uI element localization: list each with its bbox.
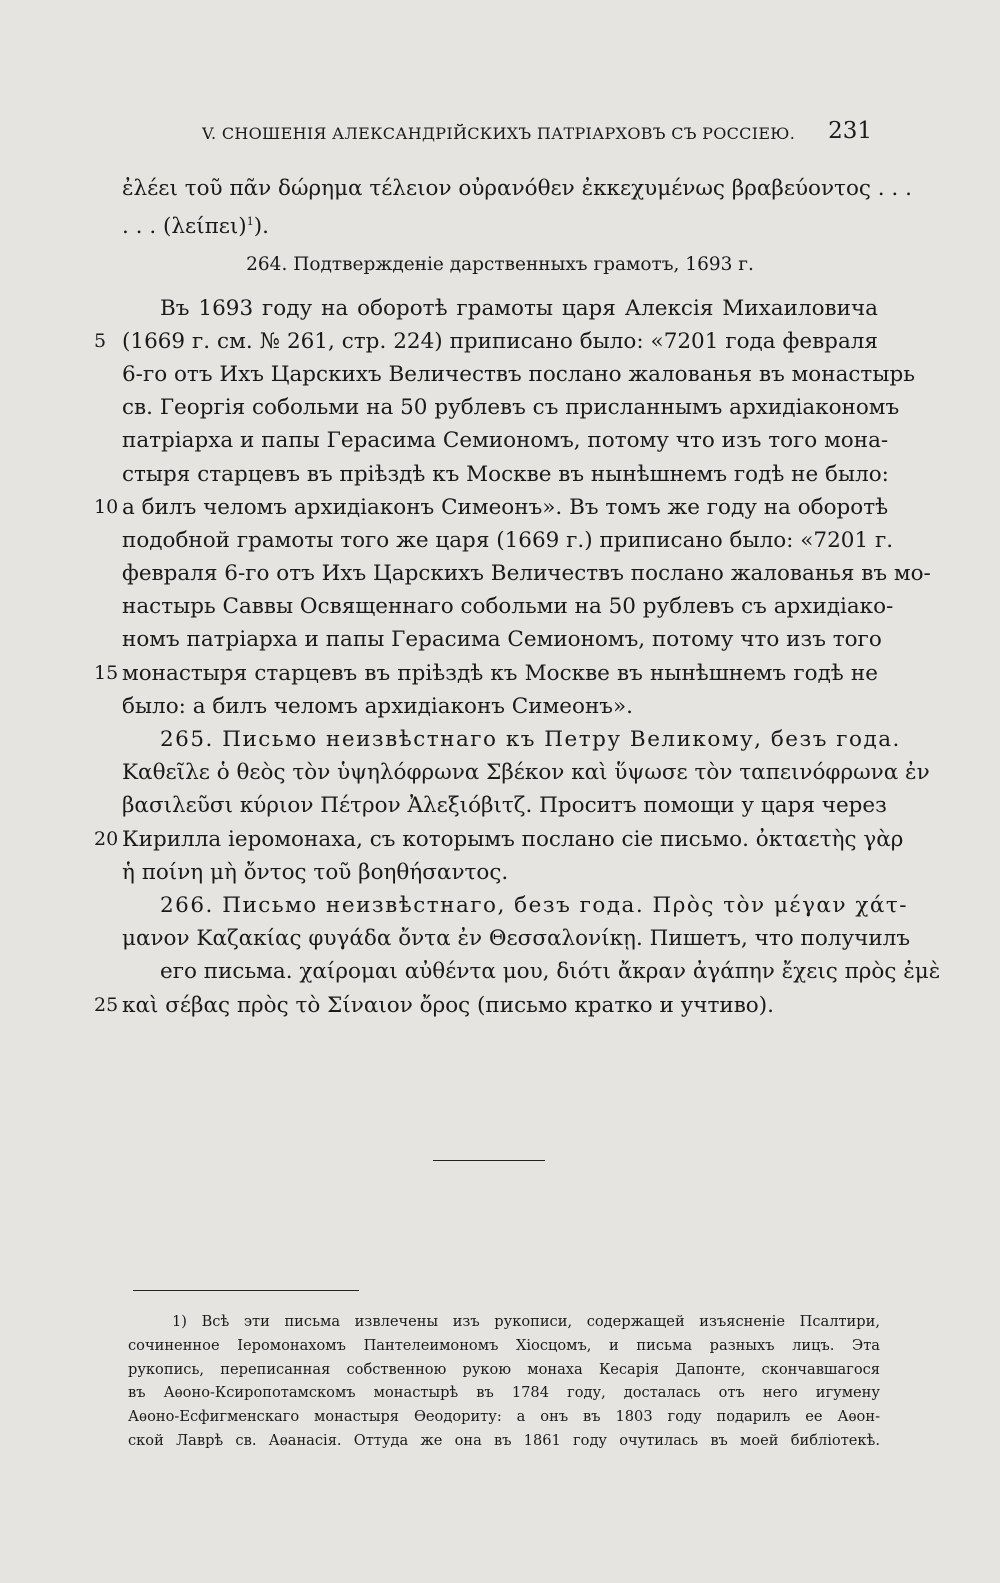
line-number: 10 (94, 495, 119, 518)
section-divider (433, 1160, 545, 1161)
text-line (122, 590, 894, 623)
line-text: номъ патріарха и папы Герасима Семиономъ, потому что изъ того (122, 627, 882, 653)
text-line (94, 491, 889, 524)
line-text: а билъ челомъ архидіаконъ Симеонъ». Въ томъ же году на оборотѣ (122, 494, 889, 520)
text-line (122, 789, 887, 822)
text-line (122, 889, 909, 922)
line-text: стыря старцевъ въ пріѣздѣ къ Москве въ нынѣшнемъ годѣ не было: (122, 461, 889, 487)
line-number: 5 (94, 329, 107, 352)
text-line (94, 823, 904, 856)
line-text: ἡ ποίνη μὴ ὄντος τοῦ βοηθήσαντος. (122, 859, 509, 885)
line-tail: ). (253, 214, 269, 240)
text-line (122, 292, 878, 325)
line-text: св. Георгія собольми на 50 рублевъ съ присланнымъ архидіакономъ (122, 395, 900, 421)
line-text: монастыря старцевъ въ пріѣздѣ къ Москве въ нынѣшнемъ годѣ не (122, 660, 878, 686)
line-number: 20 (94, 827, 119, 850)
line-text: Кирилла іеромонаха, съ которымъ послано сіе письмо. ὀκταετὴς γὰρ (122, 826, 904, 852)
line-text: февраля 6-го отъ Ихъ Царскихъ Величествъ послано жалованья въ мо- (122, 561, 931, 587)
line-text: βασιλεῦσι κύριον Πέτρον Ἀλεξιόβιτζ. Проситъ помощи у царя через (122, 793, 887, 819)
chapter-title: V. СНОШЕНІЯ АЛЕКСАНДРІЙСКИХЪ ПАТРІАРХОВЪ СЪ РОССІЕЮ. (202, 124, 796, 143)
text-line (122, 172, 912, 205)
line-text: было: а билъ челомъ архидіаконъ Симеонъ». (122, 693, 633, 719)
text-line (122, 856, 878, 889)
text-line (122, 524, 894, 557)
footnote-line: въ Аѳоно-Ксиропотамскомъ монастырѣ въ 1784 году, досталась отъ него игумену (128, 1384, 880, 1402)
footnote-line: сочиненное Іеромонахомъ Пантелеимономъ Хіосцомъ, и письма разныхъ лицъ. Эта (128, 1336, 880, 1354)
main-text (94, 172, 941, 1022)
footnote-line: 1) Всѣ эти письма извлечены изъ рукописи, содержащей изъясненіе Псалтири, (172, 1313, 880, 1330)
line-number: 15 (94, 661, 119, 684)
line-text: Καθεῖλε ὁ θεὸς τὸν ὑψηλόφρωνα Σβέκον καὶ ὕψωσε τὸν ταπεινόφρωνα ἐν (122, 760, 930, 786)
text-line (122, 205, 878, 238)
footnote-rule (133, 1290, 359, 1291)
text-line (94, 989, 878, 1022)
text-line (122, 391, 900, 424)
line-text: (1669 г. см. № 261, стр. 224) приписано было: «7201 года февраля (122, 328, 878, 354)
line-text: Въ 1693 году на оборотѣ грамоты царя Алексія Михаиловича (160, 295, 878, 321)
running-head (120, 118, 880, 148)
footnote-line: рукопись, переписанная собственною рукою монаха Кесарія Дапонте, скончавшагося (128, 1360, 880, 1378)
line-text: 265. Письмо неизвѣстнаго къ Петру Великому, безъ года. (160, 727, 901, 752)
line-text: 6-го отъ Ихъ Царскихъ Величествъ послано жалованья въ монастырь (122, 361, 915, 387)
text-line (122, 690, 878, 723)
text-line (122, 922, 910, 955)
line-text: . . . (λείπει) (122, 214, 247, 240)
text-line (122, 955, 941, 988)
footnotes (128, 1310, 880, 1453)
footnote-line: Аѳоно-Есфигменскаго монастыря Ѳеодориту: а онъ въ 1803 году подарилъ ее Аѳон- (128, 1408, 880, 1426)
line-text: патріарха и папы Герасима Семиономъ, потому что изъ того мона- (122, 428, 889, 454)
section-heading (122, 248, 878, 281)
line-number: 25 (94, 993, 119, 1016)
line-text: ἐλέει τοῦ πᾶν δώρημα τέλειον οὐρανόθεν ἐκκεχυμένως βραβεύοντος . . . (122, 176, 912, 201)
text-line (122, 723, 901, 756)
line-text: его письма. χαίρομαι αὐθέντα μου, διότι ἄκραν ἀγάπην ἔχεις πρὸς ἐμὲ (160, 959, 941, 985)
text-line (94, 325, 878, 358)
line-text: μανον Καζακίας φυγάδα ὄντα ἐν Θεσσαλονίκῃ. Пишетъ, что получилъ (122, 926, 910, 952)
text-line (122, 557, 931, 590)
page-number: 231 (828, 118, 872, 144)
line-text: 266. Письмо неизвѣстнаго, безъ года. Πρὸς τὸν μέγαν χάτ- (160, 892, 909, 918)
text-line (122, 424, 889, 457)
text-line (122, 623, 882, 656)
text-line (122, 458, 889, 491)
line-text: подобной грамоты того же царя (1669 г.) приписано было: «7201 г. (122, 527, 894, 553)
line-text: настырь Саввы Освященнаго собольми на 50 рублевъ съ архидіако- (122, 594, 894, 620)
footnote-marker: 1 (246, 215, 254, 229)
line-text: 264. Подтвержденіе дарственныхъ грамотъ, 1693 г. (246, 254, 754, 276)
text-line (94, 657, 878, 690)
footnote-line: ской Лаврѣ св. Аѳанасія. Оттуда же она въ 1861 году очутилась въ моей библіотекѣ. (128, 1431, 880, 1449)
line-text: καὶ σέβας πρὸς τὸ Σίναιον ὄρος (письмо кратко и учтиво). (122, 992, 774, 1018)
text-line (122, 358, 915, 391)
text-line (122, 756, 930, 789)
